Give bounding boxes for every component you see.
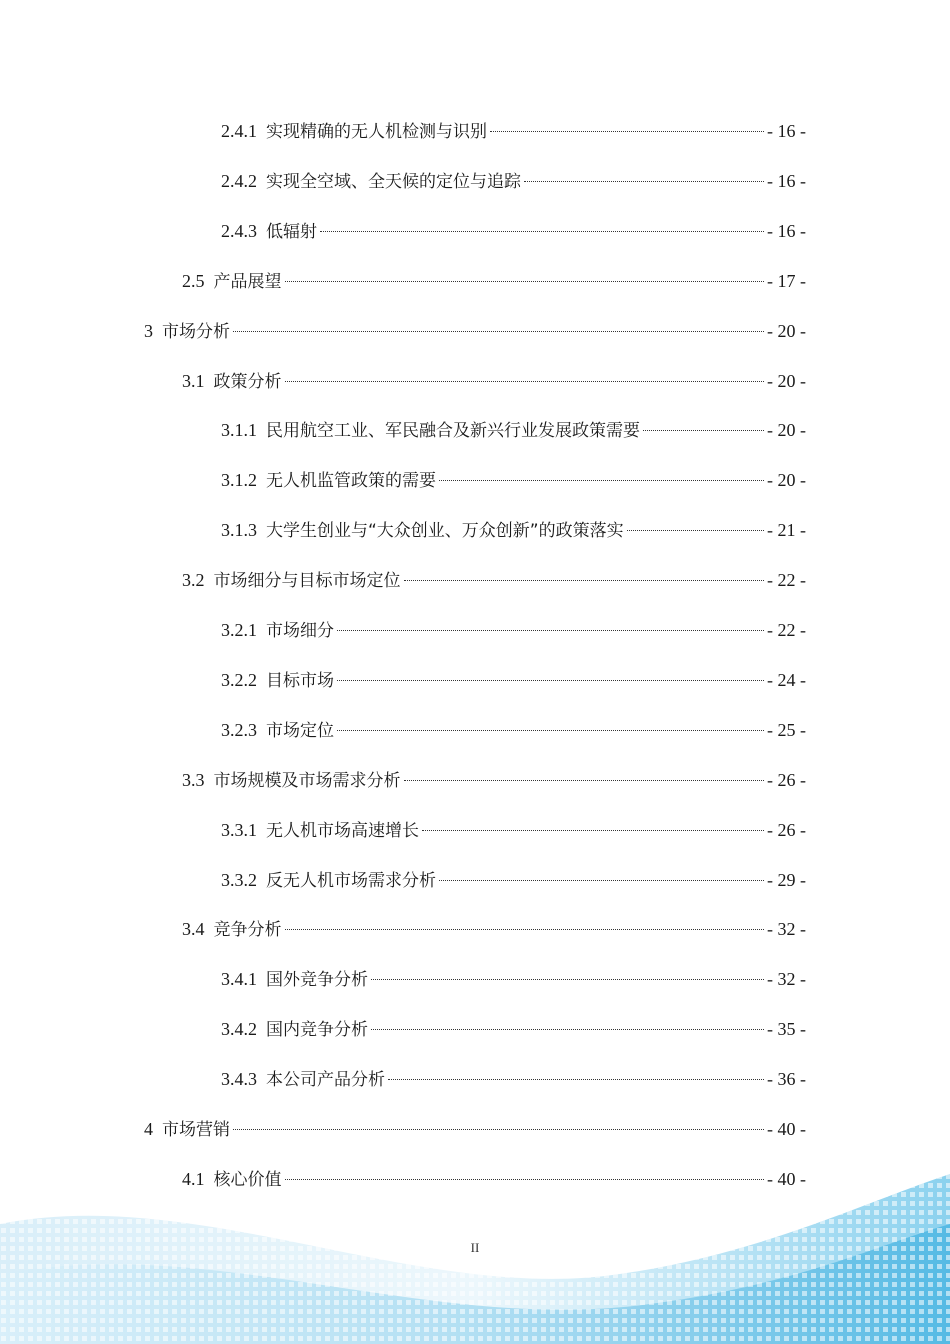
toc-entry-number: 3.2.2 [221, 669, 257, 690]
toc-entry-page: - 40 - [767, 1119, 806, 1139]
toc-dot-leader [643, 430, 764, 431]
toc-entry-number: 3.2.3 [221, 719, 257, 740]
toc-entry[interactable] [221, 1064, 806, 1094]
toc-dot-leader [320, 231, 764, 232]
toc-entry-page: - 17 - [767, 270, 806, 291]
toc-entry-page: - 32 - [767, 919, 806, 940]
toc-entry-title: 无人机监管政策的需要 [266, 471, 436, 492]
toc-entry-title: 国内竞争分析 [266, 1020, 368, 1041]
toc-entry-page: - 16 - [767, 220, 806, 241]
toc-entry-page: - 16 - [767, 121, 806, 141]
toc-dot-leader [285, 1179, 765, 1180]
toc-entry-title: 竞争分析 [213, 920, 282, 941]
toc-entry-title: 产品展望 [213, 271, 282, 292]
toc-entry-title: 政策分析 [213, 371, 282, 392]
toc-entry-title: 无人机市场高速增长 [266, 820, 419, 841]
toc-entry[interactable] [144, 316, 806, 346]
toc-entry-number: 3.2.1 [221, 620, 257, 640]
toc-entry[interactable] [221, 515, 806, 545]
toc-entry-page: - 20 - [767, 420, 806, 441]
toc-entry-title: 民用航空工业、军民融合及新兴行业发展政策需要 [266, 421, 640, 442]
toc-entry[interactable] [182, 914, 806, 944]
toc-dot-leader [439, 880, 764, 881]
toc-entry[interactable] [221, 1014, 806, 1044]
toc-entry[interactable] [221, 964, 806, 994]
toc-dot-leader [627, 530, 764, 531]
toc-entry-page: - 36 - [767, 1069, 806, 1090]
toc-dot-leader [490, 131, 764, 132]
toc-entry-page: - 21 - [767, 520, 806, 541]
toc-entry-number: 2.5 [182, 270, 205, 291]
toc-entry-number: 3 [144, 320, 153, 341]
toc-entry-number: 4 [144, 1119, 153, 1139]
toc-dot-leader [371, 1029, 764, 1030]
toc-dot-leader [404, 780, 765, 781]
toc-entry-page: - 29 - [767, 869, 806, 890]
toc-entry[interactable] [182, 1164, 806, 1194]
toc-entry-page: - 20 - [767, 370, 806, 391]
toc-entry-title: 本公司产品分析 [266, 1070, 385, 1091]
toc-entry-number: 3.1.1 [221, 420, 257, 441]
toc-entry[interactable] [221, 615, 806, 645]
toc-entry-page: - 32 - [767, 969, 806, 990]
toc-entry-title: 实现精确的无人机检测与识别 [266, 122, 487, 142]
toc-entry[interactable] [221, 166, 806, 196]
toc-entry-number: 3.1.3 [221, 520, 257, 541]
toc-entry[interactable] [221, 415, 806, 445]
toc-entry-title: 大学生创业与“大众创业、万众创新”的政策落实 [266, 521, 624, 542]
toc-entry[interactable] [221, 116, 806, 146]
toc-entry-page: - 16 - [767, 170, 806, 191]
toc-entry-page: - 22 - [767, 570, 806, 591]
toc-entry-number: 3.4 [182, 919, 205, 940]
toc-dot-leader [285, 381, 765, 382]
toc-entry-number: 3.1.2 [221, 470, 257, 491]
toc-entry-page: - 26 - [767, 769, 806, 790]
toc-entry-number: 3.4.3 [221, 1069, 257, 1090]
toc-dot-leader [371, 979, 764, 980]
toc-entry-title: 目标市场 [266, 670, 334, 691]
toc-entry-number: 3.2 [182, 570, 205, 591]
toc-entry-page: - 24 - [767, 669, 806, 690]
toc-entry-page: - 22 - [767, 620, 806, 640]
toc-entry-page: - 20 - [767, 320, 806, 341]
toc-dot-leader [439, 480, 764, 481]
toc-entry[interactable] [221, 665, 806, 695]
toc-dot-leader [422, 830, 764, 831]
toc-entry-title: 市场定位 [266, 720, 334, 741]
toc-entry-number: 3.3.2 [221, 869, 257, 890]
toc-entry[interactable] [182, 565, 806, 595]
toc-dot-leader [388, 1079, 764, 1080]
toc-dot-leader [337, 730, 764, 731]
toc-entry[interactable] [182, 366, 806, 396]
toc-entry[interactable] [221, 715, 806, 745]
toc-dot-leader [233, 331, 764, 332]
toc-entry-number: 2.4.1 [221, 121, 257, 141]
toc-entry-title: 市场营销 [162, 1120, 230, 1140]
toc-entry-title: 市场分析 [162, 321, 230, 342]
toc-entry-number: 4.1 [182, 1168, 205, 1189]
toc-entry[interactable] [221, 815, 806, 845]
toc-entry[interactable] [182, 765, 806, 795]
toc-dot-leader [337, 680, 764, 681]
toc-entry-number: 2.4.2 [221, 170, 257, 191]
toc-entry-page: - 26 - [767, 819, 806, 840]
toc-dot-leader [285, 929, 765, 930]
toc-entry-page: - 35 - [767, 1019, 806, 1040]
toc-entry-page: - 40 - [767, 1168, 806, 1189]
toc-entry[interactable] [221, 216, 806, 246]
toc-entry-number: 2.4.3 [221, 220, 257, 241]
toc-dot-leader [233, 1129, 764, 1130]
toc-entry-page: - 25 - [767, 719, 806, 740]
toc-dot-leader [285, 281, 765, 282]
toc-entry-title: 实现全空域、全天候的定位与追踪 [266, 171, 521, 192]
toc-entry-number: 3.4.2 [221, 1019, 257, 1040]
toc-entry-number: 3.1 [182, 370, 205, 391]
toc-dot-leader [337, 630, 764, 631]
toc-entry[interactable] [221, 465, 806, 495]
toc-entry[interactable] [144, 1114, 806, 1144]
toc-entry-title: 市场细分 [266, 621, 334, 641]
toc-entry[interactable] [182, 266, 806, 296]
toc-entry-title: 反无人机市场需求分析 [266, 870, 436, 891]
toc-entry-title: 低辐射 [266, 221, 317, 242]
toc-entry[interactable] [221, 865, 806, 895]
toc-entry-title: 国外竞争分析 [266, 970, 368, 991]
toc-entry-title: 核心价值 [213, 1169, 282, 1190]
toc-entry-title: 市场规模及市场需求分析 [213, 770, 401, 791]
toc-entry-number: 3.4.1 [221, 969, 257, 990]
toc-entry-number: 3.3 [182, 769, 205, 790]
toc-dot-leader [524, 181, 764, 182]
page-number: II [470, 1240, 480, 1255]
toc-entry-number: 3.3.1 [221, 819, 257, 840]
toc-dot-leader [404, 580, 765, 581]
toc-entry-title: 市场细分与目标市场定位 [213, 571, 401, 592]
toc-entry-page: - 20 - [767, 470, 806, 491]
